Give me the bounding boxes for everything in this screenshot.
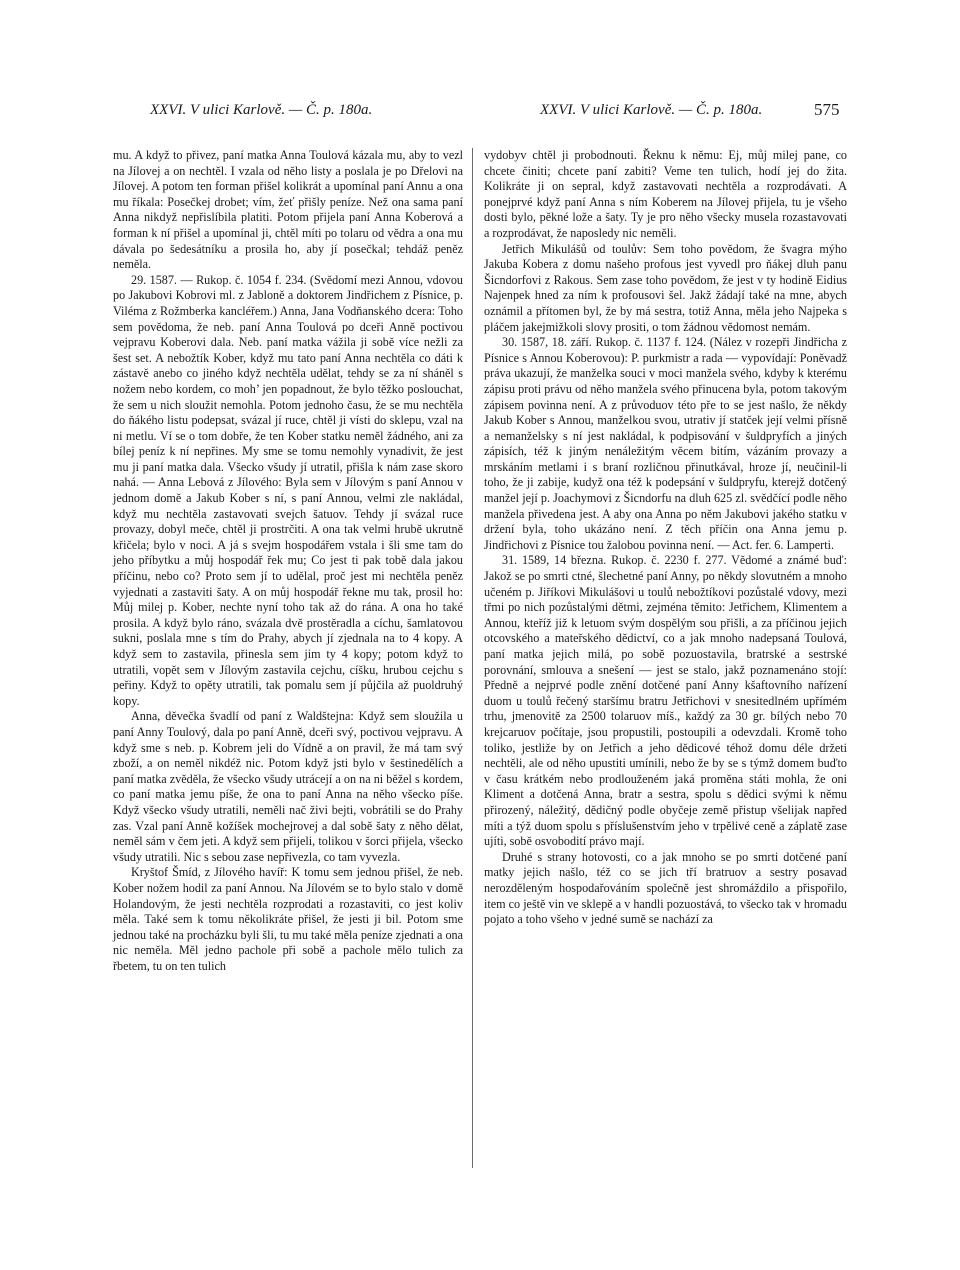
column-divider: [472, 148, 473, 1168]
paragraph: Anna, děvečka švadlí od paní z Waldštejna: Když sem sloužila u paní Anny Toulový, dala po paní Anně, dceři svý, poctivou vejpravu. A když sme s neb. p. Kobrem jeli do Vídně a on pravil, že má tam svý zboží, a on neměl nikdéž nic. Potom když jsti bylo v šestinedělích a paní matka zvěděla, že všecko všudy utrácejí a on na ni běžel s kordem, co paní matka jemu píše, že ona to paní Anna na něho všecko píše. Když všecko všudy utratili, neměli nač živi bejti, vobrátili se do Prahy zas. Vzal paní Anně kožíšek mochejrovej a dal sobě šaty z něho dělat, neměl sám v čem jeti. A když sem přijeli, tolikou v šorci přijela, všecko všudy utratili. Nic s sebou zase nepřivezla, co tam vyvezla.: [113, 709, 463, 864]
page-number: 575: [814, 100, 840, 119]
running-header: [0, 102, 960, 126]
paragraph: 29. 1587. — Rukop. č. 1054 f. 234. (Svědomí mezi Annou, vdovou po Jakubovi Kobrovi ml. z Jabloně a doktorem Jindřichem z Písnice, p. Viléma z Rožmberka kancléřem.) Anna, Jana Vodňanského dcera: Toho sem povědoma, že neb. paní Anna Toulová po dceři Anně poctivou vejpravu Koberovi dala. Neb. paní matka vážila ji sobě více nežli za šest set. A nebožtík Kober, když mu tato paní Anna nechtěla co dáti k zástavě anebo co jiného když nechtěla udělat, tehdy se za ní sháněl s nožem nebo kordem, co moh’ jen popadnout, že bylo těžko poslouchat, že sem u nich sloužit nemohla. Potom jednoho času, že se mu nechtěla do ňákého listu podepsat, svázal jí ruce, chtěl ji vísti do sklepu, vzal na ni metlu. Ví se o tom dobře, že ten Kober statku neměl žádného, ani za bílej peníz k ní nepřines. My sme se tomu nemohly vynadivit, že jest mu ji paní matka dala. Všecko všudy jí utratil, přišla k nám zase skoro nahá. — Anna Lebová z Jílového: Byla sem v Jílovým s paní Annou v jednom domě a Jakub Kober s ní, s paní Annou, velmi zle nakládal, když mu nechtěla zastavovati svejch šatuov. Tehdy jí svázal ruce provazy, dobyl meče, chtěl ji prostrčiti. A ona tak velmi hrubě ukrutně křičela; bylo v noci. A já s svejm hospodářem vstala i šli sme tam do jeho příbytku a můj hospodář řek mu; Co jest ti pak tobě dala jakou příčinu, nebo co? Proto sem jí to udělal, proč jest mi nechtěla peněz vyjednati a zastaviti šaty. A on můj hospodář řekne mu tak, prosil ho: Můj milej p. Kober, nechte nyní toho tak až do rána. A ona ho také prosila. A když bylo ráno, svázala dvě prostěradla a cíchu, šamlatovou sukni, poslala mne s tím do Prahy, abych jí zjednala na to 4 kopy. A když sem to zastavila, přinesla sem jim ty 4 kopy; potom když to utratili, vopět sem v Jílovým zastavila cejchu, cíšku, hrubou cejchu s peřiny. Když to opěty utratili, tak pomalu sem jí půjčila až puoldruhý kopy.: [113, 272, 463, 708]
left-column: [113, 148, 463, 974]
paragraph: vydobyv chtěl ji probodnouti. Řeknu k němu: Ej, můj milej pane, co chcete činiti; chcete paní zabiti? Veme ten tulich, hodí jej do žita. Kolikráte ji on sepral, když zastavovati nechtěla a rozprodávati. A ponejprvé když paní Anna s ním Koberem na Jílovej přijela, tu je všeho dosti bylo, pěkné lože a šaty. Ty je pro něho všecky musela rozastavovati a rozprodávat, že naposledy nic neměli.: [484, 148, 847, 240]
paragraph: mu. A když to přivez, paní matka Anna Toulová kázala mu, aby to vezl na Jílovej a on nechtěl. I vzala od něho listy a poslala je po Dřelovi na Jílovej. A potom ten forman přišel kolikrát a upomínal paní Annu a ona mu říkala: Posečkej drobet; vím, žeť přišly peníze. Než ona sama paní Anna nikdyž nepřislíbila platiti. Potom přijela paní Anna Koberová a forman k ní přišel a upomínal ji, chtěl míti po tolaru od vědra a ona mu dávala po šedesátníku a prosila ho, aby jí posečkal; tehdáž peněz neměla.: [113, 148, 463, 272]
right-column: [484, 148, 847, 928]
paragraph: 31. 1589, 14 března. Rukop. č. 2230 f. 277. Vědomé a známé buď: Jakož se po smrti ctné, šlechetné paní Anny, po někdy slovutném a mnoho učeném p. Jiříkovi Mikulášovi u toulů nebožtíkovi pozůstalé vdovy, mezi třmi po nich pozůstalými dětmi, zejména těmito: Jetřichem, Klimentem a Annou, kteříž již k letuom svým dospělým sou přišli, a za příčinou jejich otcovského a mateřského dědictví, co a jak mnoho nadepsaná Toulová, paní matka jejich milá, po sobě pozuostavila, bratrské a sestrské porovnání, smlouva a snešení — jest se stalo, jakž poznamenáno stojí: Předně a nejprvé podle znění dotčené paní Anny kšaftovního nařízení duom u toulů řečený staršímu bratru Jetřichovi v snesitedlném upřímém trhu, jmenovitě za 2500 tolaruov míš., každý za 30 gr. bílých nebo 70 krejcaruov počítaje, jsou propustili, postoupili a odevzdali. Kromě toho toliko, jestliže by on Jetřich a jeho dědicové téhož domu déle držeti nechtěli, ale od něho upustiti umínili, nebo že by se s týmž domem buďto v času krátkém nebo prodlouženém jaká proměna státi mohla, že oni Kliment a dotčená Anna, bratr a sestra, spolu s dědici svými k němu přirozený, náležitý, dědičný podle obyčeje země přistup všelijak napřed míti a týž duom spolu s příslušenstvím jeho v trpělivé ceně a záplatě zase ujíti, sobě osvobodití právo mají.: [484, 553, 847, 849]
header-right-title: XXVI. V ulici Karlově. — Č. p. 180a.: [540, 102, 763, 118]
paragraph: 30. 1587, 18. září. Rukop. č. 1137 f. 124. (Nález v rozepři Jindřicha z Písnice s Annou Koberovou): P. purkmistr a rada — vypovídají: Poněvadž práva ukazují, že manželka souci v moci manžela svého, kdyby k kterému zápisu proti právu od něho manžela svého přinucena byla, potom takovým zápisem povinna není. A z průvoduov této pře to se jest našlo, že někdy Jakub Kober s Annou, manželkou svou, utrativ jí statček její velmi přísně a nemanželsky s ní jest nakládal, k podpisování v šuldpryfích a jiných zápisích, též k jiným nenáležitým věcem bitím, vázáním provazy a mrskáním metlami i s braní rozličnou přinutkával, hroze jí, neučinil-li toho, že ji zabije, kudyž ona též k podepsání v šuldpryfu, kterejž dotčený manžel její p. Joachymovi z Šicndorfu na dluh 625 zl. svědčící podle něho manžela přivedena jest. A aby ona Anna po něm Jakubovi jakého statku v držení byla, toho ukázáno není. Z těch příčin ona Anna jemu p. Jindřichovi z Písnice tou žalobou povinna není. — Act. fer. 6. Lamperti.: [484, 335, 847, 552]
header-left-title: XXVI. V ulici Karlově. — Č. p. 180a.: [150, 102, 373, 118]
paragraph: Jetřich Mikulášů od toulův: Sem toho povědom, že švagra mýho Jakuba Kobera z domu našeho profous jest vyvedl pro ňákej dluh panu Šicndorfovi z Rakous. Sem zase toho povědom, že jest v ty hodině Eidius Najenpek hned za ním k profousovi šel. Jakž žádají také na mne, abych oznámil a přítomen byl, že by má sestra, totiž Anna, měla jeho Najpeka s pláčem jakejmižkoli slovy prositi, o tom žádnou vědomost nemám.: [484, 241, 847, 334]
paragraph: Druhé s strany hotovosti, co a jak mnoho se po smrti dotčené paní matky jejich našlo, též co se jich tří bratruov a sestry posavad nerozděleným hospodařováním společně jest shromáždilo a přispořilo, item co ještě vin ve sklepě a v handli pozuostává, to všecko tak v hromadu pojato a toho všeho v jedné sumě se nachází za: [484, 849, 847, 927]
paragraph: Kryštof Šmíd, z Jílového havíř: K tomu sem jednou přišel, že neb. Kober nožem hodil za paní Annou. Na Jílovém se to bylo stalo v domě Holandovým, že jesti nechtěla rozprodati a rozastaviti, co jest koliv měla. Také sem k tomu několikráte přišel, že jesti ji bil. Potom sme jednou také na procházku byli šli, tu mu také měla peníze zjednati a ona nic neměla. Měl jedno pachole při sobě a pachole mělo tulich za řbetem, tu on ten tulich: [113, 865, 463, 973]
